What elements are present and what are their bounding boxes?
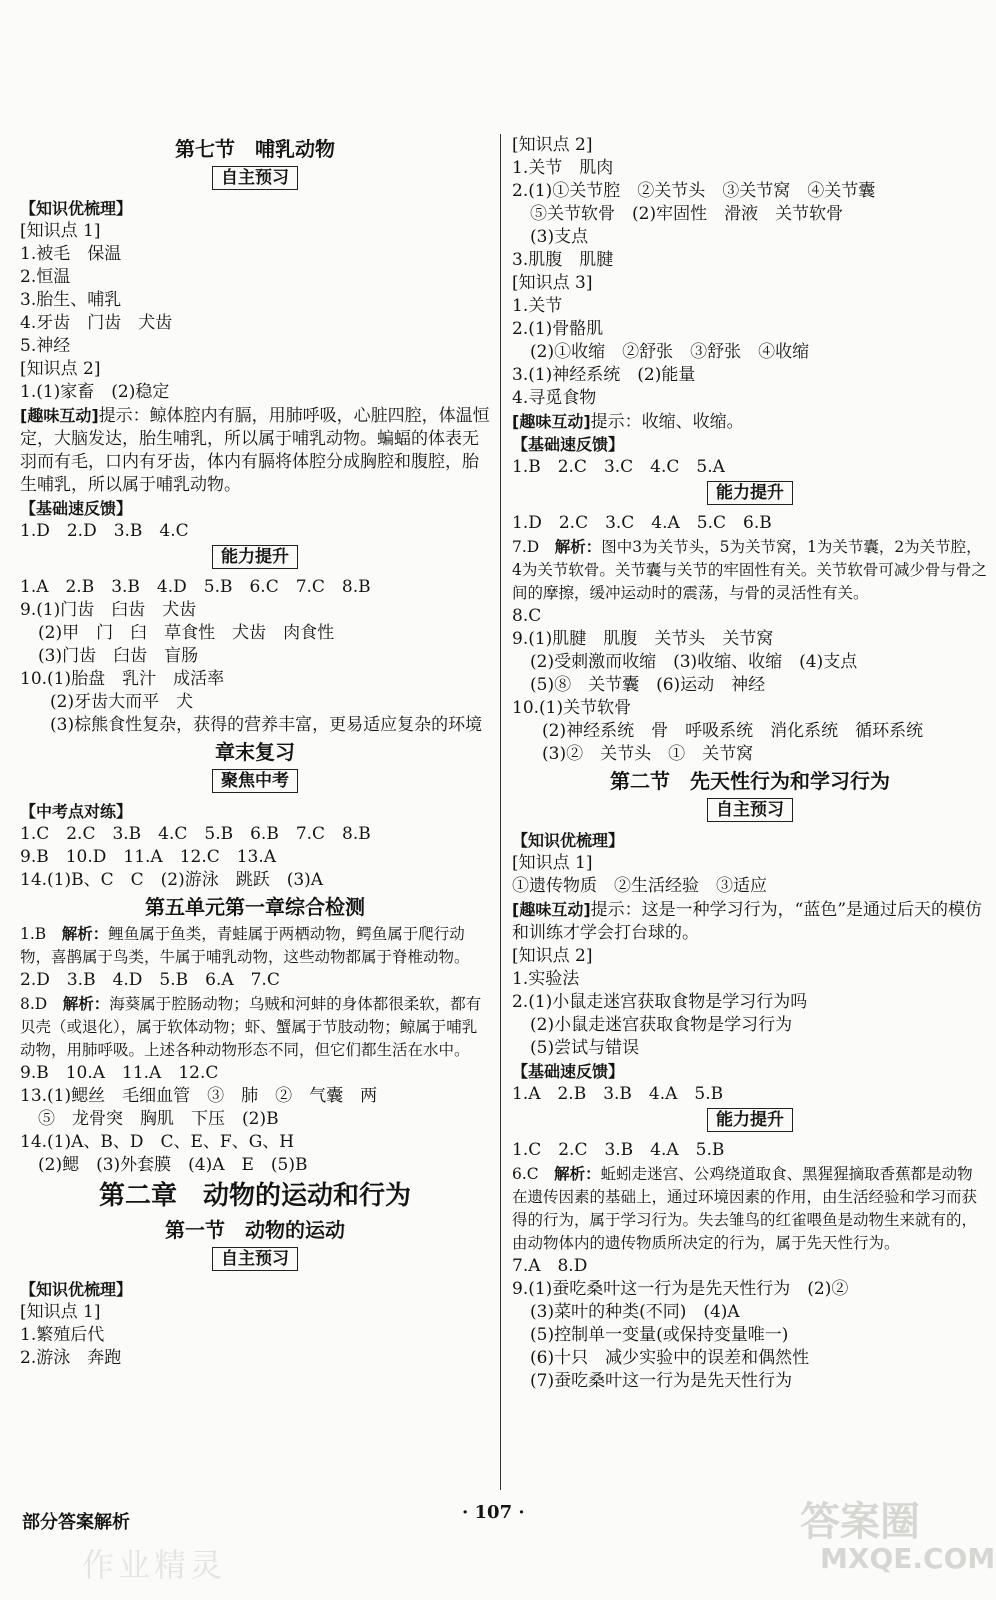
fun-interaction xyxy=(512,898,988,945)
fun-interaction xyxy=(512,410,988,433)
answer-line: 1.A 2.B 3.B 4.D 5.B 6.C 7.C 8.B xyxy=(20,577,371,597)
tag-basic-feedback: 【基础速反馈】 xyxy=(512,1062,625,1081)
answer-line: (3)支点 xyxy=(530,227,589,247)
section-title-behavior: 第二节 先天性行为和学习行为 xyxy=(610,769,890,793)
answer-line: (3)门齿 臼齿 盲肠 xyxy=(38,646,199,666)
tag-exam-practice: 【中考点对练】 xyxy=(20,802,133,821)
tag-knowledge: 【知识优梳理】 xyxy=(20,199,133,218)
fun-text: 提示：这是一种学习行为，“蓝色”是通过后天的模仿和训练才学会打台球的。 xyxy=(512,900,983,943)
answer-line: 8.C xyxy=(512,606,542,626)
answer-line: 4.寻觅食物 xyxy=(512,388,597,408)
answer-line: 10.(1)胎盘 乳汁 成活率 xyxy=(20,669,225,689)
answer-line: 9.B 10.A 11.A 12.C xyxy=(20,1063,219,1083)
tag-knowledge: 【知识优梳理】 xyxy=(20,1280,133,1299)
section-title-movement: 第一节 动物的运动 xyxy=(165,1218,345,1242)
answer-line: 1.D 2.D 3.B 4.C xyxy=(20,521,189,541)
answer-line: 3.胎生、哺乳 xyxy=(20,290,122,310)
page-number: · 107 · xyxy=(462,1502,525,1523)
knowledge-point-1: [知识点 1] xyxy=(20,1302,101,1322)
answer-line: 2.(1)骨骼肌 xyxy=(512,319,604,339)
knowledge-point-2: [知识点 2] xyxy=(512,135,593,155)
answer-line: 1.实验法 xyxy=(512,969,580,989)
answer-line: 9.B 10.D 11.A 12.C 13.A xyxy=(20,847,277,867)
answer-line: 2.(1)①关节腔 ②关节头 ③关节窝 ④关节囊 xyxy=(512,181,876,201)
knowledge-point-2: [知识点 2] xyxy=(20,359,101,379)
answer-line: (3)棕熊食性复杂，获得的营养丰富，更易适应复杂的环境 xyxy=(50,715,483,735)
answer-line: 5.神经 xyxy=(20,336,71,356)
fun-text: 提示：收缩、收缩。 xyxy=(590,412,744,432)
watermark-brand: 答案圈 xyxy=(800,1499,920,1545)
answer-line: 2.游泳 奔跑 xyxy=(20,1348,122,1368)
answer-line: (7)蚕吃桑叶这一行为是先天性行为 xyxy=(530,1371,793,1391)
analysis-label: 解析： xyxy=(61,924,109,943)
answer-line: 1.C 2.C 3.B 4.A 5.B xyxy=(512,1140,725,1160)
answer-line: (2)神经系统 骨 呼吸系统 消化系统 循环系统 xyxy=(542,721,924,741)
chapter-title: 第二章 动物的运动和行为 xyxy=(98,1181,411,1211)
answer-line: 2.(1)小鼠走迷宫获取食物是学习行为吗 xyxy=(512,992,808,1012)
analysis-label: 解析： xyxy=(554,1164,601,1183)
answer-line: (6)十只 减少实验中的误差和偶然性 xyxy=(530,1348,810,1368)
answer-line: 1.A 2.B 3.B 4.A 5.B xyxy=(512,1084,724,1104)
tag-knowledge: 【知识优梳理】 xyxy=(512,831,625,850)
answer-line: (2)牙齿大而平 犬 xyxy=(50,692,194,712)
analysis-label: 解析： xyxy=(62,994,110,1013)
box-ability: 能力提升 xyxy=(707,481,793,505)
fun-tag: [趣味互动] xyxy=(512,900,591,919)
left-column xyxy=(20,134,490,1370)
answer-line: 14.(1)A、B、D C、E、F、G、H xyxy=(20,1132,295,1152)
right-column xyxy=(512,134,988,1393)
knowledge-point-2: [知识点 2] xyxy=(512,946,593,966)
answer-line: 9.(1)蚕吃桑叶这一行为是先天性行为 (2)② xyxy=(512,1279,849,1299)
answer-line: 2.D 3.B 4.D 5.B 6.A 7.C xyxy=(20,970,280,990)
answer-line: 10.(1)关节软骨 xyxy=(512,698,632,718)
unit-test-title: 第五单元第一章综合检测 xyxy=(145,895,365,919)
box-ability: 能力提升 xyxy=(212,545,298,569)
answer-analysis: 1.B 解析：鲤鱼属于鱼类，青蛙属于两栖动物，鳄鱼属于爬行动物，喜鹊属于鸟类，牛属于哺乳动物，这些动物都属于脊椎动物。 xyxy=(20,924,470,966)
answer-line: 3.(1)神经系统 (2)能量 xyxy=(512,365,696,385)
fun-tag: [趣味互动] xyxy=(20,406,99,425)
knowledge-point-1: [知识点 1] xyxy=(512,853,593,873)
answer-line: ⑤关节软骨 (2)牢固性 滑液 关节软骨 xyxy=(530,204,844,224)
answer-line: 1.C 2.C 3.B 4.C 5.B 6.B 7.C 8.B xyxy=(20,824,371,844)
answer-line: 3.肌腹 肌腱 xyxy=(512,250,614,270)
section-title-mammals: 第七节 哺乳动物 xyxy=(175,137,335,161)
answer-line: (2)①收缩 ②舒张 ③舒张 ④收缩 xyxy=(530,342,810,362)
answer-line: (2)鳃 (3)外套膜 (4)A E (5)B xyxy=(38,1155,308,1175)
answer-line: 7.A 8.D xyxy=(512,1256,588,1276)
answer-line: (3)菜叶的种类(不同) (4)A xyxy=(530,1302,740,1322)
answer-line: (2)受刺激而收缩 (3)收缩、收缩 (4)支点 xyxy=(530,652,858,672)
answer-line: 1.关节 xyxy=(512,296,563,316)
fun-tag: [趣味互动] xyxy=(512,412,591,431)
watermark-left: 作业精灵 xyxy=(82,1546,227,1584)
answer-line: (2)甲 门 臼 草食性 犬齿 肉食性 xyxy=(38,623,335,643)
fun-text: 提示：鲸体腔内有膈，用肺呼吸，心脏四腔，体温恒定，大脑发达，胎生哺乳，所以属于哺乳动物。蝙蝠的体表无羽而有毛，口内有牙齿，体内有膈将体腔分成胸腔和腹腔，胎生哺乳，所以属于哺乳动物。 xyxy=(20,406,490,495)
box-self-preview: 自主预习 xyxy=(212,1247,298,1271)
watermark-url: MXQE.COM xyxy=(820,1542,996,1575)
answer-analysis: 8.D 解析：海葵属于腔肠动物；乌贼和河蚌的身体都很柔软，都有贝壳（或退化），属于软体动物；虾、蟹属于节肢动物；鲸属于哺乳动物，用肺呼吸。上述各种动物形态不同，但它们都生活在水中。 xyxy=(20,994,482,1059)
answer-line: 9.(1)门齿 臼齿 犬齿 xyxy=(20,600,197,620)
knowledge-point-1: [知识点 1] xyxy=(20,221,101,241)
answer-line: 1.B 2.C 3.C 4.C 5.A xyxy=(512,457,725,477)
answer-line: 1.(1)家畜 (2)稳定 xyxy=(20,382,170,402)
answer-line: (5)控制单一变量(或保持变量唯一) xyxy=(530,1325,789,1345)
tag-basic-feedback: 【基础速反馈】 xyxy=(512,435,625,454)
answer-line: 1.被毛 保温 xyxy=(20,244,122,264)
answer-line: 13.(1)鳃丝 毛细血管 ③ 肺 ② 气囊 两 xyxy=(20,1086,378,1106)
box-self-preview: 自主预习 xyxy=(707,798,793,822)
analysis-label: 解析： xyxy=(554,537,602,556)
footer-label: 部分答案解析 xyxy=(22,1512,130,1533)
answer-line: 9.(1)肌腱 肌腹 关节头 关节窝 xyxy=(512,629,774,649)
answer-line: 14.(1)B、C C (2)游泳 跳跃 (3)A xyxy=(20,870,324,890)
answer-line: ⑤ 龙骨突 胸肌 下压 (2)B xyxy=(38,1109,279,1129)
answer-analysis: 6.C 解析：蚯蚓走迷宫、公鸡绕道取食、黑猩猩摘取香蕉都是动物在遗传因素的基础上，通过环境因素的作用，由生活经验和学习而获得的行为，属于学习行为。失去雏鸟的红雀喂鱼是动物生来就有的，由动物体内的遗传物质所决定的行为，属于先天性行为。 xyxy=(512,1164,978,1252)
answer-line: 2.恒温 xyxy=(20,267,71,287)
answer-line: 1.繁殖后代 xyxy=(20,1325,105,1345)
answer-line: 4.牙齿 门齿 犬齿 xyxy=(20,313,173,333)
fun-interaction xyxy=(20,404,490,497)
tag-basic-feedback: 【基础速反馈】 xyxy=(20,499,133,518)
answer-line: (2)小鼠走迷宫获取食物是学习行为 xyxy=(530,1015,793,1035)
answer-line: (3)② 关节头 ① 关节窝 xyxy=(542,744,754,764)
box-self-preview: 自主预习 xyxy=(212,166,298,190)
answer-line: 1.关节 肌肉 xyxy=(512,158,614,178)
answer-line: (5)尝试与错误 xyxy=(530,1038,640,1058)
chapter-review-title: 章末复习 xyxy=(215,740,295,764)
answer-line: ①遗传物质 ②生活经验 ③适应 xyxy=(512,876,767,896)
knowledge-point-3: [知识点 3] xyxy=(512,273,593,293)
answer-line: (5)⑧ 关节囊 (6)运动 神经 xyxy=(530,675,766,695)
column-divider xyxy=(500,134,501,1490)
answer-analysis: 7.D 解析：图中3为关节头，5为关节窝，1为关节囊，2为关节腔，4为关节软骨。关节囊与关节的牢固性有关。关节软骨可减少骨与骨之间的摩擦，缓冲运动时的震荡，与骨的灵活性有关。 xyxy=(512,537,987,602)
box-ability: 能力提升 xyxy=(707,1108,793,1132)
answer-line: 1.D 2.C 3.C 4.A 5.C 6.B xyxy=(512,513,772,533)
box-focus-exam: 聚焦中考 xyxy=(212,769,298,793)
